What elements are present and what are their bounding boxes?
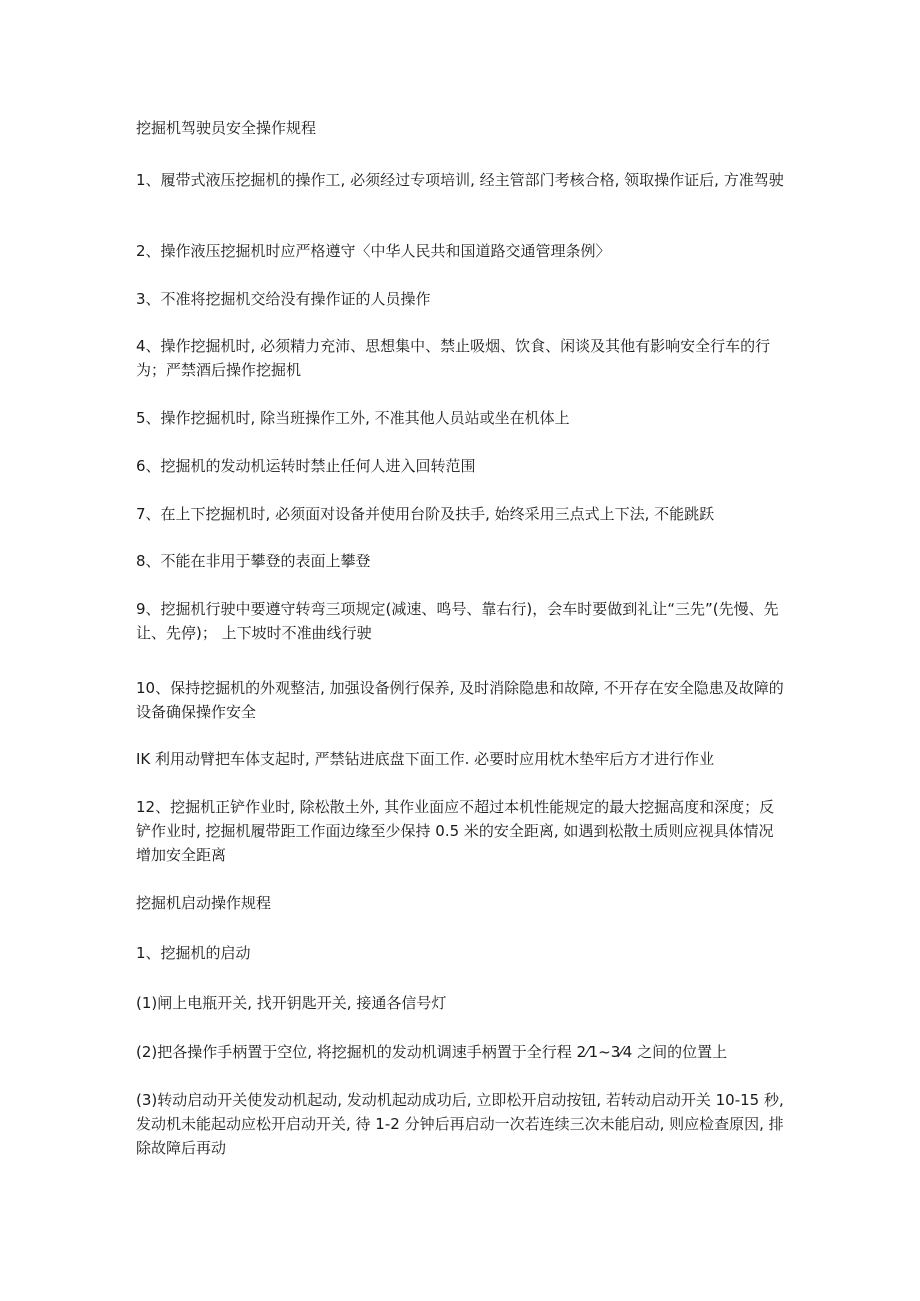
rule-9: 9、挖掘机行驶中要遵守转弯三项规定(减速、鸣号、靠右行)，会车时要做到礼让“三先”(先慢、先让、先停)； 上下坡时不准曲线行驶 xyxy=(136,600,779,642)
startup-step-1: 1、挖掘机的启动 xyxy=(136,944,251,962)
rule-1: 1、履带式液压挖掘机的操作工, 必须经过专项培训, 经主管部门考核合格, 领取操作证后, 方准驾驶 xyxy=(136,171,784,189)
rule-3: 3、不准将挖掘机交给没有操作证的人员操作 xyxy=(136,290,431,308)
rule-4: 4、操作挖掘机时, 必须精力充沛、思想集中、禁止吸烟、饮食、闲谈及其他有影响安全行车的行为；严禁酒后操作挖掘机 xyxy=(136,337,771,379)
rule-8: 8、不能在非用于攀登的表面上攀登 xyxy=(136,552,371,570)
rule-12: 12、挖掘机正铲作业时, 除松散土外, 其作业面应不超过本机性能规定的最大挖掘高度和深度；反铲作业时, 挖掘机履带距工作面边缘至少保持 0.5 米的安全距离, 如遇到松散土质则应视具体情况增加安全距离 xyxy=(136,798,775,864)
startup-step-1-2: (2)把各操作手柄置于空位, 将挖掘机的发动机调速手柄置于全行程 2⁄1~3⁄4 之间的位置上 xyxy=(136,1043,728,1061)
rule-7: 7、在上下挖掘机时, 必须面对设备并使用台阶及扶手, 始终采用三点式上下法, 不能跳跃 xyxy=(136,505,715,523)
document-title: 挖掘机驾驶员安全操作规程 xyxy=(136,119,317,137)
section-title: 挖掘机启动操作规程 xyxy=(136,894,272,912)
startup-step-1-3: (3)转动启动开关使发动机起动, 发动机起动成功后, 立即松开启动按钮, 若转动启动开关 10-15 秒, 发动机未能起动应松开启动开关, 待 1-2 分钟后再启动一次若连续三次未能启动, 则应检查原因, 排除故障后再动 xyxy=(136,1091,784,1157)
rule-11: IK 利用动臂把车体支起时, 严禁钻进底盘下面工作. 必要时应用枕木垫牢后方才进行作业 xyxy=(136,750,715,768)
rule-5: 5、操作挖掘机时, 除当班操作工外, 不准其他人员站或坐在机体上 xyxy=(136,409,570,427)
startup-step-1-1: (1)闸上电瓶开关, 找开钥匙开关, 接通各信号灯 xyxy=(136,994,447,1012)
rule-2: 2、操作液压挖掘机时应严格遵守〈中华人民共和国道路交通管理条例〉 xyxy=(136,242,611,260)
rule-10: 10、保持挖掘机的外观整洁, 加强设备例行保养, 及时消除隐患和故障, 不开存在安全隐患及故障的设备确保操作安全 xyxy=(136,679,784,721)
rule-6: 6、挖掘机的发动机运转时禁止任何人进入回转范围 xyxy=(136,457,476,475)
